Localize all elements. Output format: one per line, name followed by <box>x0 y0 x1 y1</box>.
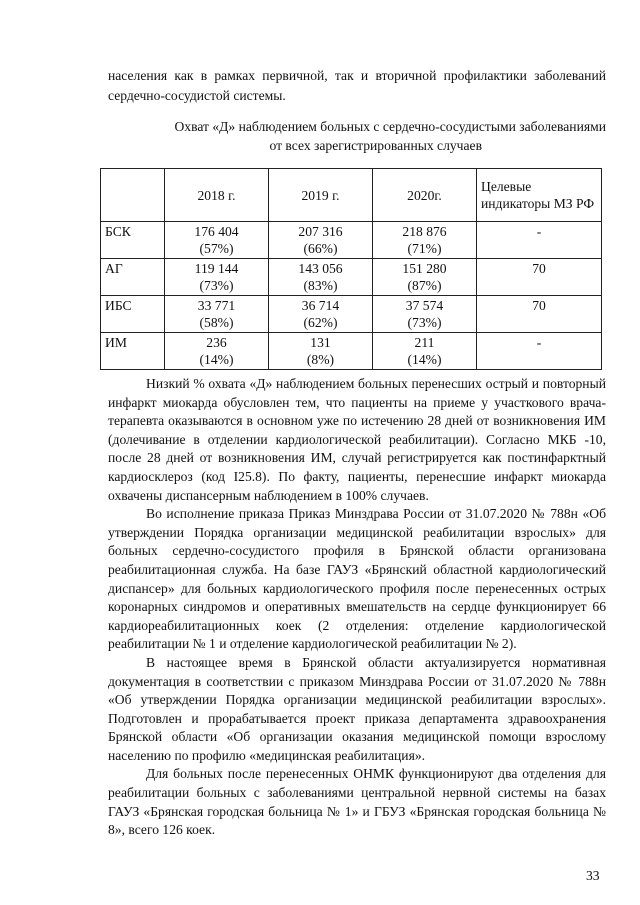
cell-percent: (14%) <box>407 352 442 367</box>
cell-2018 <box>165 296 269 333</box>
cell-2018 <box>165 222 269 259</box>
table-row <box>101 333 602 370</box>
cell-percent: (57%) <box>199 241 234 256</box>
table-row <box>101 296 602 333</box>
cell-2020 <box>373 222 477 259</box>
cell-value: 33 771 <box>197 298 236 313</box>
cell-target: - <box>477 222 602 259</box>
table-caption <box>108 117 606 155</box>
header-cell-2020: 2020г. <box>373 169 477 222</box>
cell-value: 176 404 <box>194 224 239 239</box>
cell-value: 119 144 <box>194 261 239 276</box>
cell-2020 <box>373 296 477 333</box>
cell-value: 218 876 <box>402 224 447 239</box>
cell-target: 70 <box>477 259 602 296</box>
page-number: 33 <box>586 868 600 883</box>
cell-value: 151 280 <box>402 261 447 276</box>
cell-value: 211 <box>414 335 435 350</box>
paragraph-normative-docs: В настоящее время в Брянской области актуализируется нормативная документация в соответствии с приказом Минздрава России от 31.07.2020 № 788н «Об утверждении Порядка организации медицинской реабилитации взрослых». Подготовлен и прорабатывается проект приказа департамента здравоохранения Брянской области «Об организации оказания медицинской помощи взрослому населению по профилю «медицинская реабилитация». <box>108 654 606 763</box>
cell-percent: (58%) <box>199 315 234 330</box>
cell-percent: (73%) <box>407 315 442 330</box>
coverage-table <box>100 168 602 370</box>
cell-target: 70 <box>477 296 602 333</box>
cell-2019 <box>269 259 373 296</box>
header-cell-label <box>101 169 165 222</box>
cell-value: 207 316 <box>298 224 343 239</box>
cell-percent: (87%) <box>407 278 442 293</box>
row-label: ИБС <box>101 296 165 333</box>
row-label: ИМ <box>101 333 165 370</box>
row-label: БСК <box>101 222 165 259</box>
cell-percent: (71%) <box>407 241 442 256</box>
cell-percent: (83%) <box>303 278 338 293</box>
table-caption-line-1: Охват «Д» наблюдением больных с сердечно-сосудистыми заболеваниями <box>174 119 606 134</box>
cell-value: 236 <box>206 335 227 350</box>
header-cell-2018: 2018 г. <box>165 169 269 222</box>
paragraph-rehab-service: Во исполнение приказа Приказ Минздрава России от 31.07.2020 № 788н «Об утверждении Порядка организации медицинской реабилитации взрослых» для больных сердечно-сосудистого профиля в Брянской области организована реабилитационная служба. На базе ГАУЗ «Брянский областной кардиологический диспансер» для больных кардиологического профиля после перенесенных острых коронарных синдромов и оперативных вмешательств на сердце функционирует 66 кардиореабилитационных коек (2 отделения: отделение кардиологической реабилитации № 1 и отделение кардиологической реабилитации № 2). <box>108 506 606 652</box>
cell-percent: (8%) <box>306 352 335 367</box>
cell-value: 36 714 <box>301 298 340 313</box>
cell-percent: (62%) <box>303 315 338 330</box>
intro-paragraph: населения как в рамках первичной, так и вторичной профилактики заболеваний сердечно-сосудистой системы. <box>108 68 606 103</box>
table-header-row <box>101 169 602 222</box>
cell-2019 <box>269 222 373 259</box>
cell-percent: (66%) <box>303 241 338 256</box>
cell-2018 <box>165 259 269 296</box>
paragraph-stroke-rehab: Для больных после перенесенных ОНМК функционируют два отделения для реабилитации больных с заболеваниями центральной нервной системы на базах ГАУЗ «Брянская городская больница № 1» и ГБУЗ «Брянская городская больница № 8», всего 126 коек. <box>108 766 606 838</box>
cell-value: 37 574 <box>405 298 444 313</box>
header-cell-2019: 2019 г. <box>269 169 373 222</box>
cell-percent: (73%) <box>199 278 234 293</box>
body-text <box>108 375 606 840</box>
table-caption-line-2: от всех зарегистрированных случаев <box>269 138 482 153</box>
cell-2020 <box>373 259 477 296</box>
cell-2018 <box>165 333 269 370</box>
paragraph-mi-coverage: Низкий % охвата «Д» наблюдением больных перенесших острый и повторный инфаркт миокарда обусловлен тем, что пациенты на приеме у участкового врача-терапевта оказываются в основном уже по истечению 28 дней от возникновения ИМ (долечивание в отделении кардиологической реабилитации). Согласно МКБ -10, после 28 дней от возникновения ИМ, случай регистрируется как постинфарктный кардиосклероз (код I25.8). По факту, пациенты, перенесшие инфаркт миокарда охвачены диспансерным наблюдением в 100% случаев. <box>108 376 606 503</box>
table-row <box>101 222 602 259</box>
cell-percent: (14%) <box>199 352 234 367</box>
cell-value: 131 <box>310 335 331 350</box>
cell-value: 143 056 <box>298 261 343 276</box>
cell-2019 <box>269 296 373 333</box>
header-cell-target: Целевые индикаторы МЗ РФ <box>477 169 602 222</box>
cell-2020 <box>373 333 477 370</box>
cell-target: - <box>477 333 602 370</box>
cell-2019 <box>269 333 373 370</box>
table-row <box>101 259 602 296</box>
row-label: АГ <box>101 259 165 296</box>
